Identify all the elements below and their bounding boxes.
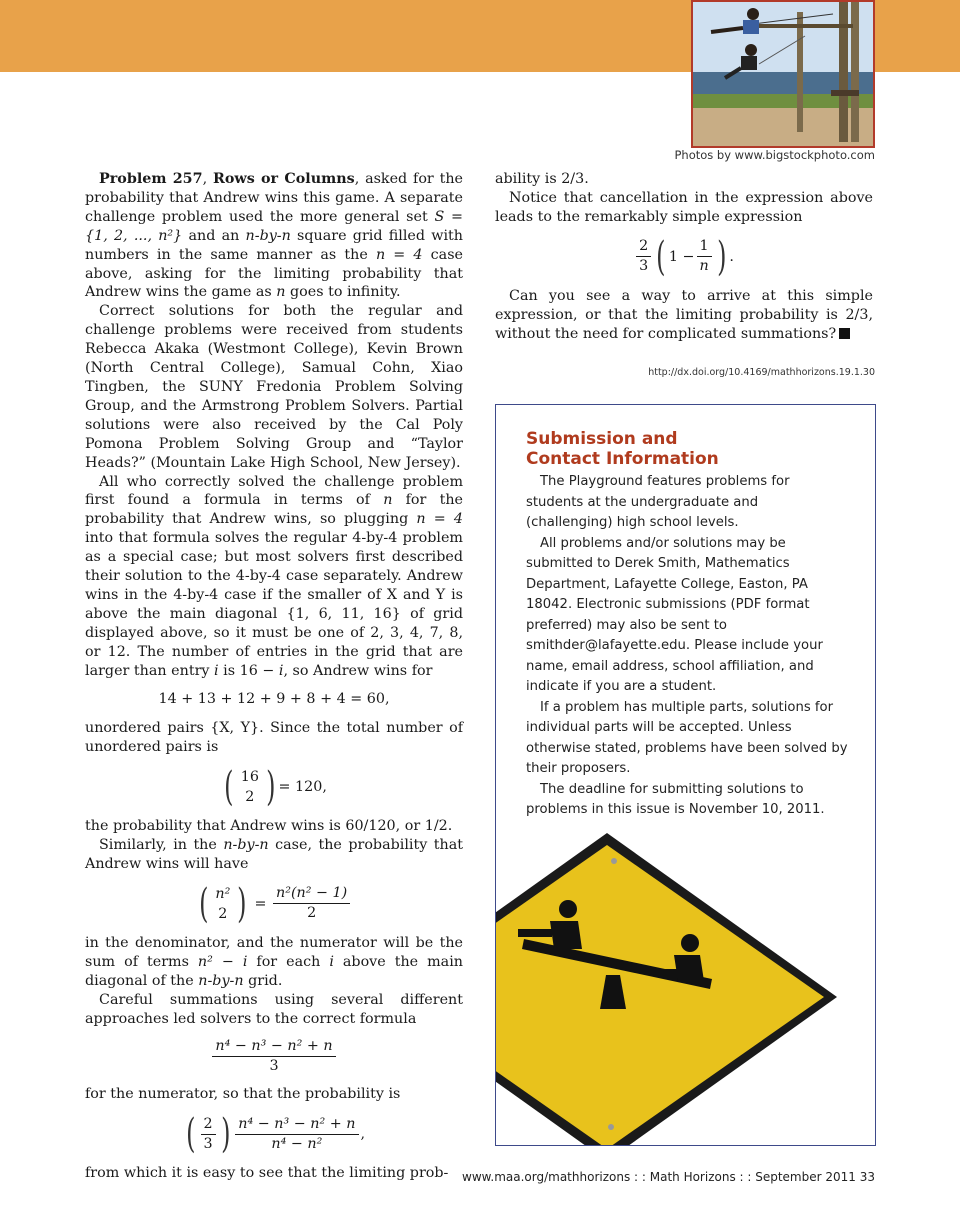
equation-simple-expression: $\frac{2}{3}$ ( 1 − $\frac{1}{n}$ ) .: [495, 237, 873, 277]
box-title: Submission and Contact Information: [526, 429, 719, 469]
end-of-proof-icon: [839, 328, 850, 339]
seesaw-sign-illustration: [495, 809, 874, 1146]
equation-numerator-formula: $\frac{\text{n⁴ − n³ − n² + n}}{3}$: [85, 1038, 463, 1075]
swing-photo: [691, 0, 875, 148]
paragraph-limiting: from which it is easy to see that the limiting prob-: [85, 1165, 449, 1182]
paragraph-solvers: Correct solutions for both the regular and challenge problems were received from students Rebecca Akaka (Westmont College), Kevin Brown (North Central College), Samual Cohn, Xiao Tingben, the SUNY Fredonia Problem Solving Group, and the Armstrong Problem Solvers. Partial solutions were also received by the Cal Poly Pomona Problem Solving Group and “Taylor Heads?” (Mountain Lake High School, New Jersey).: [85, 303, 463, 471]
photo-credit: Photos by www.bigstockphoto.com: [674, 148, 875, 162]
box-paragraph-parts: If a problem has multiple parts, solutions for individual parts will be accepted. Unless otherwise stated, problems have been solved by their proposers.: [526, 699, 848, 776]
paragraph-denominator: in the denominator, and the numerator will be the sum of terms n² − i for each i above the main diagonal of the n-by-n grid.: [85, 934, 463, 989]
page-footer: www.maa.org/mathhorizons : : Math Horizons : : September 2011 33: [462, 1170, 875, 1184]
equation-sum: 14 + 13 + 12 + 9 + 8 + 4 = 60,: [158, 691, 390, 708]
paragraph-ability: ability is 2/3.: [495, 171, 589, 187]
swing-photo-illustration: [693, 2, 875, 148]
equation-probability: ( $\frac{2}{3}$ ) $\frac{\text{n⁴ − n³ − n² + n}}{\text{n⁴ − n²}}$ ,: [186, 1111, 366, 1158]
problem-number: Problem 257: [99, 171, 203, 187]
paragraph-probability-half: the probability that Andrew wins is 60/120, or 1/2.: [85, 818, 453, 835]
paragraph-challenge-question: Can you see a way to arrive at this simple expression, or that the limiting probability is 2/3, without the need for complicated summations?: [495, 287, 873, 342]
paragraph-probability-is: for the numerator, so that the probability is: [85, 1086, 401, 1103]
paragraph-problem-statement: Problem 257, Rows or Columns, asked for the probability that Andrew wins this game. A separate challenge problem used the more general set S = {1, 2, ..., n²} and an n-by-n square grid filled with numbers in the same manner as the n = 4 case above, asking for the limiting probability that Andrew wins the game as n goes to infinity.: [85, 171, 464, 301]
doi-link[interactable]: http://dx.doi.org/10.4169/mathhorizons.19.1.30: [648, 367, 875, 378]
left-column: [85, 170, 463, 1183]
paragraph-cancellation: Notice that cancellation in the expression above leads to the remarkably simple expression: [495, 189, 873, 225]
box-body: [526, 472, 848, 821]
box-paragraph-levels: The Playground features problems for students at the undergraduate and (challenging) high school levels.: [526, 474, 790, 530]
box-paragraph-deadline: The deadline for submitting solutions to problems in this issue is November 10, 2011.: [526, 781, 825, 817]
right-column: [495, 170, 873, 343]
submission-info-box: [495, 404, 876, 1146]
paragraph-unordered-pairs: unordered pairs {X, Y}. Since the total number of unordered pairs is: [85, 720, 463, 756]
equation-binomial-n2: ( n² 2 ) = $\frac{\text{n²(n² − 1)}}{2}$: [85, 884, 463, 924]
paragraph-solution-intro: All who correctly solved the challenge problem first found a formula in terms of n for the probability that Andrew wins, so plugging n = 4 into that formula solves the regular 4-by-4 problem as a special case; but most solvers first described their solution to the 4-by-4 case separately. Andrew wins in the 4-by-4 case if the smaller of X and Y is above the main diagonal {1, 6, 11, 16} of grid displayed above, so it must be one of 2, 3, 4, 7, 8, or 12. The number of entries in the grid that are larger than entry i is 16 − i, so Andrew wins for: [85, 473, 463, 679]
box-paragraph-submit: All problems and/or solutions may be submitted to Derek Smith, Mathematics Department, Lafayette College, Easton, PA 18042. Electronic submissions (PDF format preferred) may also be sent to smithder@lafayette.edu. Please include your name, email address, school affiliation, and indicate if you are a student.: [526, 535, 823, 694]
equation-binomial-16: ( 16 2 ) = 120,: [224, 764, 327, 811]
paragraph-n-by-n: Similarly, in the n-by-n case, the probability that Andrew wins will have: [85, 837, 463, 872]
paragraph-summations: Careful summations using several different approaches led solvers to the correct formula: [85, 991, 463, 1027]
problem-title: Rows or Columns: [212, 171, 355, 187]
set-expression: S = {1, 2, ..., n²}: [85, 208, 463, 244]
